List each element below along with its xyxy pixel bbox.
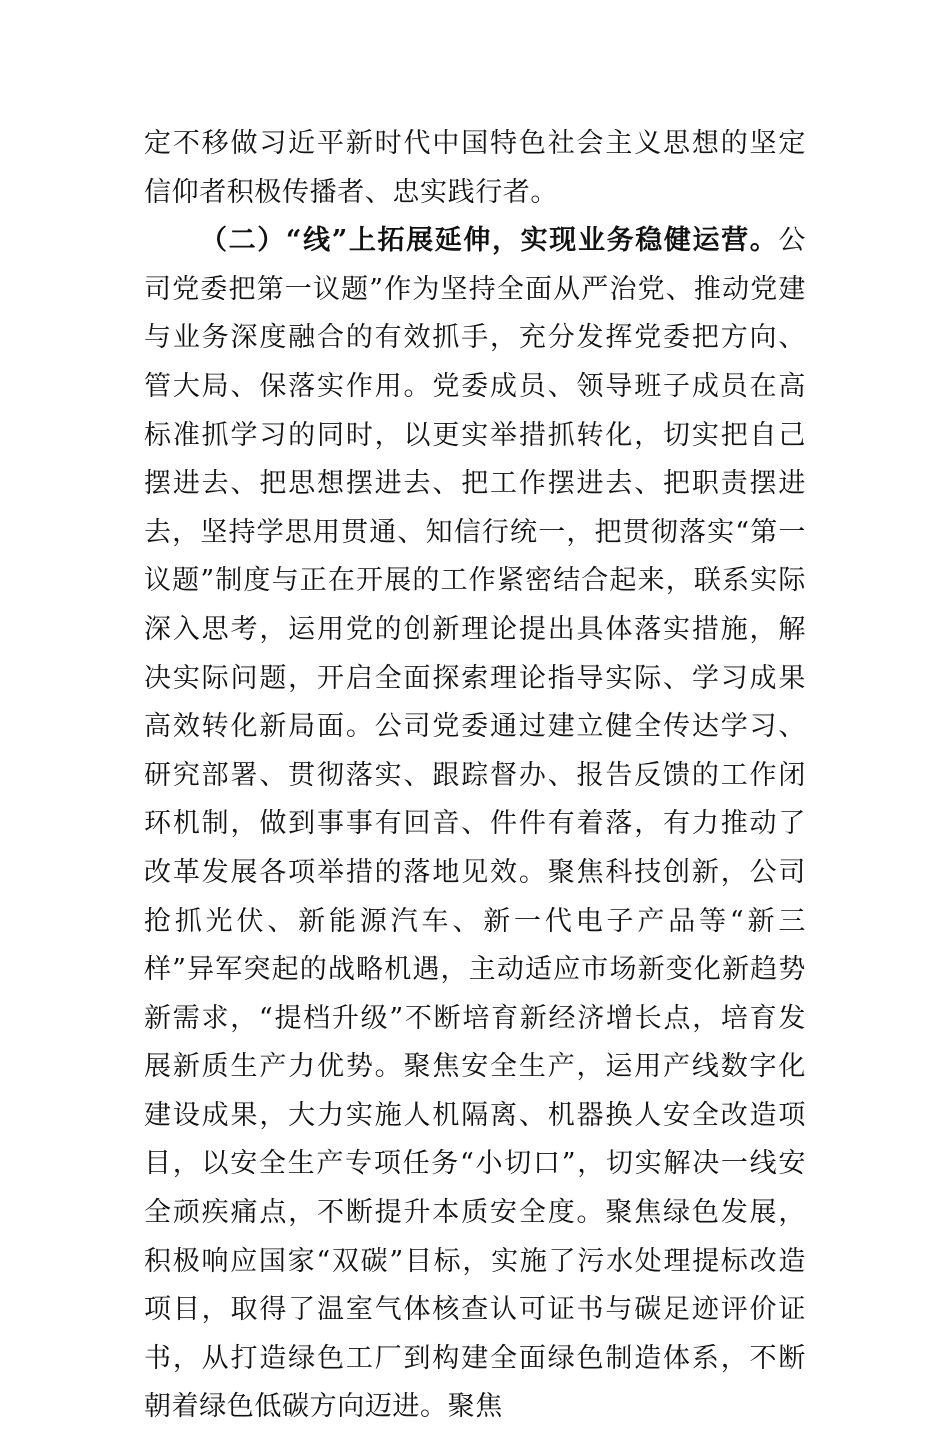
document-page bbox=[144, 120, 806, 1432]
section-body: 公司党委把第一议题”作为坚持全面从严治党、推动党建与业务深度融合的有效抓手，充分发挥党委把方向、管大局、保落实作用。党委成员、领导班子成员在高标准抓学习的同时，以更实举措抓转化，切实把自己摆进去、把思想摆进去、把工作摆进去、把职责摆进去，坚持学思用贯通、知信行统一，把贯彻落实“第一议题”制度与正在开展的工作紧密结合起来，联系实际深入思考，运用党的创新理论提出具体落实措施，解决实际问题，开启全面探索理论指导实际、学习成果高效转化新局面。公司党委通过建立健全传达学习、研究部署、贯彻落实、跟踪督办、报告反馈的工作闭环机制，做到事事有回音、件件有着落，有力推动了改革发展各项举措的落地见效。聚焦科技创新，公司抢抓光伏、新能源汽车、新一代电子产品等“新三样”异军突起的战略机遇，主动适应市场新变化新趋势新需求，“提档升级”不断培育新经济增长点，培育发展新质生产力优势。聚焦安全生产，运用产线数字化建设成果，大力实施人机隔离、机器换人安全改造项目，以安全生产专项任务“小切口”，切实解决一线安全顽疾痛点，不断提升本质安全度。聚焦绿色发展，积极响应国家“双碳”目标，实施了污水处理提标改造项目，取得了温室气体核查认可证书与碳足迹评价证书，从打造绿色工厂到构建全面绿色制造体系，不断朝着绿色低碳方向迈进。聚焦 bbox=[144, 225, 806, 1423]
section-heading: （二）“线”上拓展延伸，实现业务稳健运营。 bbox=[200, 225, 779, 257]
section-paragraph bbox=[144, 217, 806, 1432]
continued-paragraph: 定不移做习近平新时代中国特色社会主义思想的坚定信仰者积极传播者、忠实践行者。 bbox=[144, 128, 806, 208]
